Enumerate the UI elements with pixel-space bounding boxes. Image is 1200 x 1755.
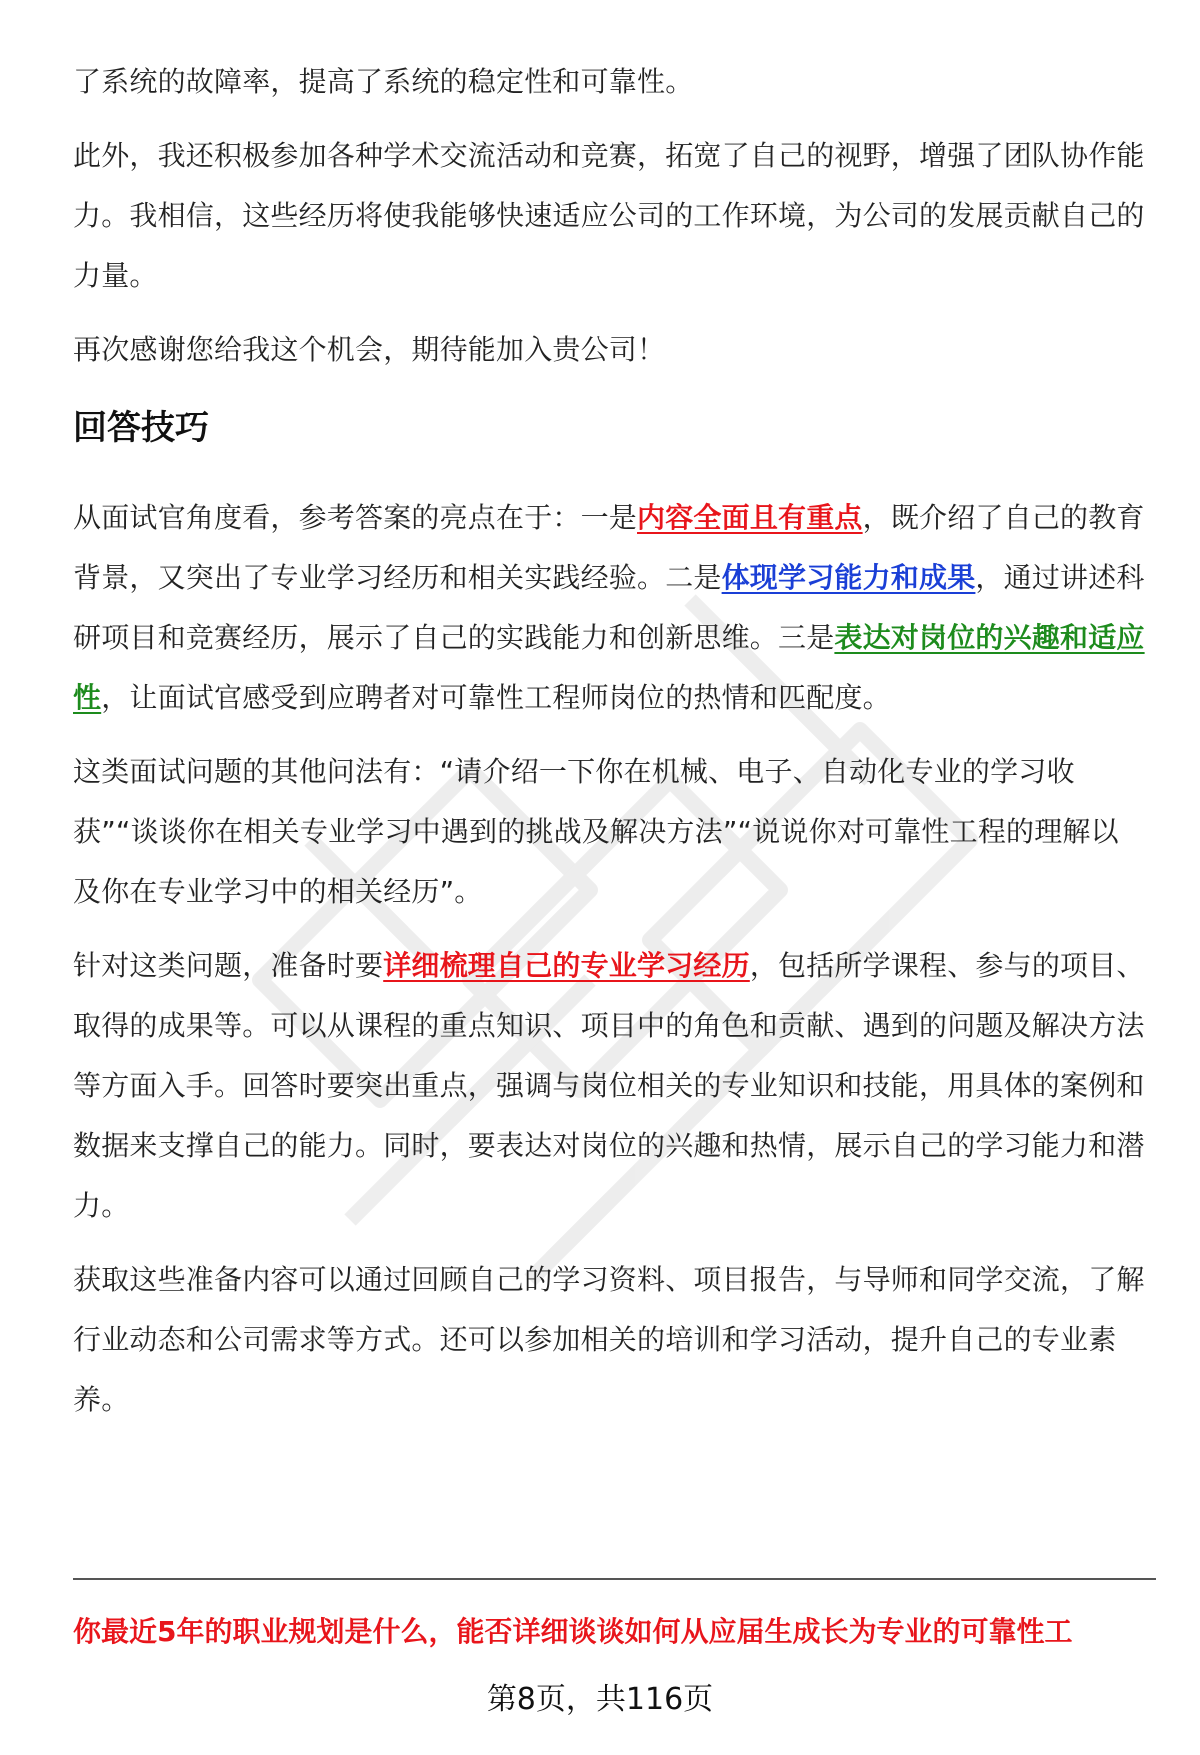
text-run: 针对这类问题，准备时要 [73, 949, 384, 982]
paragraph-sources: 获取这些准备内容可以通过回顾自己的学习资料、项目报告，与导师和同学交流，了解行业动态和公司需求等方式。还可以参加相关的培训和学习活动，提升自己的专业素养。 [73, 1263, 1145, 1416]
highlight-red-1: 内容全面且有重点 [637, 501, 863, 534]
text-run: ，既介绍了自己的教育背景，又突出了专业学习经历和相关实践经验。二是 [73, 501, 1145, 594]
paragraph-thanks: 再次感谢您给我这个机会，期待能加入贵公司！ [73, 333, 666, 366]
document-body [73, 52, 1145, 1444]
paragraph-continuation: 了系统的故障率，提高了系统的稳定性和可靠性。 [73, 65, 694, 98]
paragraph-activities: 此外，我还积极参加各种学术交流活动和竞赛，拓宽了自己的视野，增强了团队协作能力。我相信，这些经历将使我能够快速适应公司的工作环境，为公司的发展贡献自己的力量。 [73, 139, 1145, 292]
section-heading: 回答技巧 [73, 408, 209, 448]
highlight-blue: 体现学习能力和成果 [721, 561, 976, 594]
next-question-title: 你最近5年的职业规划是什么，能否详细谈谈如何从应届生成长为专业的可靠性工 [73, 1615, 1073, 1648]
section-divider [73, 1578, 1156, 1580]
paragraph-highlights [73, 488, 1145, 728]
highlight-green: 表达对岗位的兴趣和适应性 [73, 621, 1145, 714]
text-run: 从面试官角度看，参考答案的亮点在于：一是 [73, 501, 638, 534]
highlight-red-2: 详细梳理自己的专业学习经历 [383, 949, 750, 982]
text-run: ，包括所学课程、参与的项目、取得的成果等。可以从课程的重点知识、项目中的角色和贡献、遇到的问题及解决方法等方面入手。回答时要突出重点，强调与岗位相关的专业知识和技能，用具体的案例和数据来支撑自己的能力。同时，要表达对岗位的兴趣和热情，展示自己的学习能力和潜力。 [73, 949, 1145, 1222]
text-run: ，通过讲述科研项目和竞赛经历，展示了自己的实践能力和创新思维。三是 [73, 561, 1145, 654]
text-run: ，让面试官感受到应聘者对可靠性工程师岗位的热情和匹配度。 [101, 681, 891, 714]
paragraph-alt-questions: 这类面试问题的其他问法有：“请介绍一下你在机械、电子、自动化专业的学习收获”“谈谈你在相关专业学习中遇到的挑战及解决方法”“说说你对可靠性工程的理解以及你在专业学习中的相关经历”。 [73, 755, 1119, 908]
page-number: 第8页，共116页 [486, 1682, 714, 1717]
paragraph-preparation [73, 936, 1145, 1236]
